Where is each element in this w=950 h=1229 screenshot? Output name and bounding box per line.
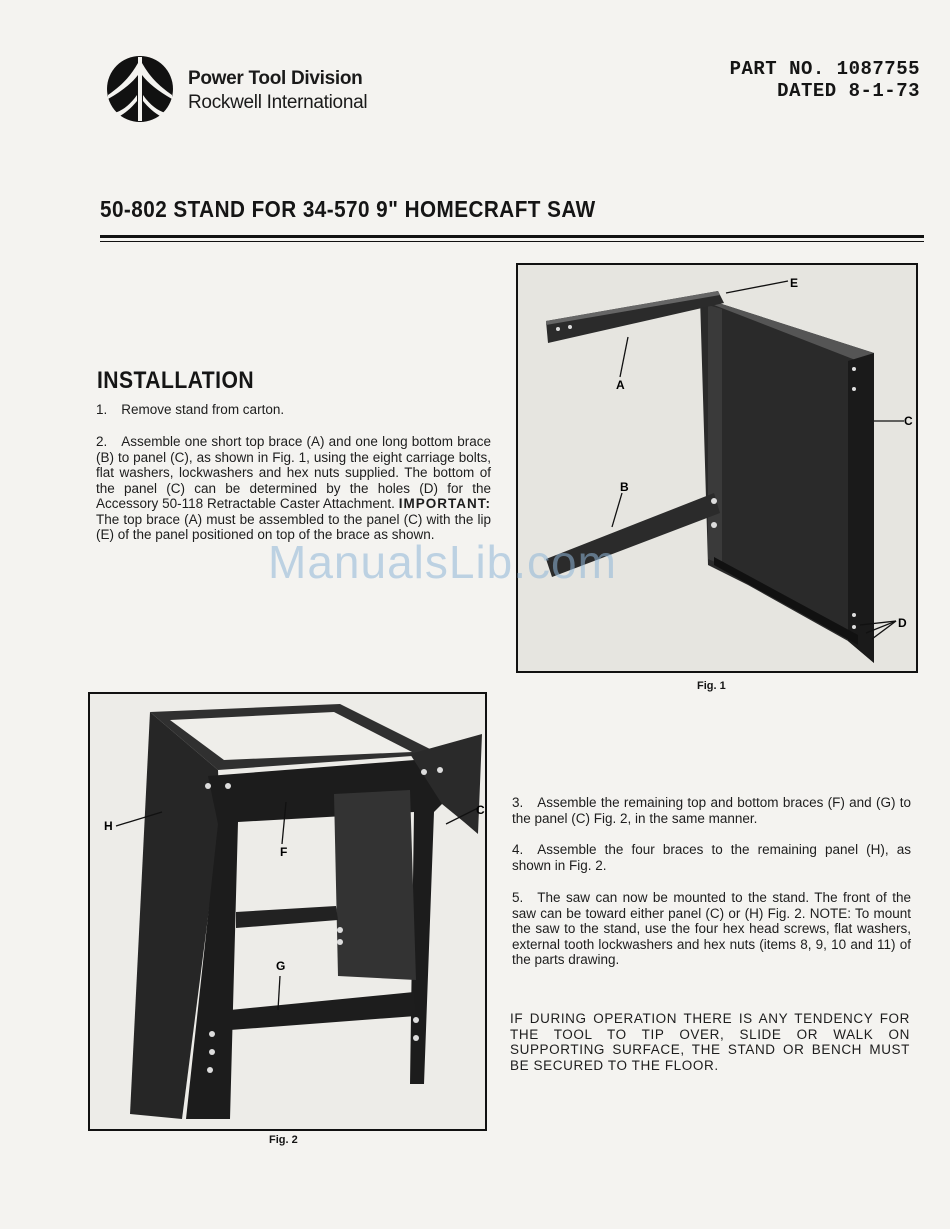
watermark: ManualsLib.com [268,536,617,588]
document-date: DATED 8-1-73 [777,80,920,102]
figure-1-caption: Fig. 1 [697,680,726,692]
step-number: 2. [96,434,108,449]
figure-1-photo [516,263,918,673]
important-label: IMPORTANT: [398,496,491,511]
figure-2-photo [88,692,487,1131]
installation-heading: INSTALLATION [97,367,255,394]
title-divider [100,235,924,238]
step-3 [512,795,911,826]
page-title: 50-802 STAND FOR 34-570 9" HOMECRAFT SAW [100,196,596,222]
brand-company: Rockwell International [188,92,368,113]
step-text: Assemble one short top brace (A) and one long bottom brace (B) to panel (C), as shown in Fig. 1, using the eight carriage bolts, flat washers, lockwashers and hex nuts supplied. The bottom of the panel (C) can be determined by the holes (D) for the Accessory 50-118 Retractable Caster Attachment. [96,434,491,511]
fig2-label-c: C [476,803,485,817]
brand-division: Power Tool Division [188,68,363,89]
step-number: 4. [512,842,524,857]
step-4 [512,842,911,873]
part-number: PART NO. 1087755 [729,58,920,80]
step-text: Remove stand from carton. [121,402,285,417]
step-text: Assemble the four braces to the remaining panel (H), as shown in Fig. 2. [512,842,911,873]
fig1-label-a: A [616,378,625,392]
fig1-label-c: C [904,414,913,428]
fig2-label-h: H [104,819,113,833]
fig1-label-d: D [898,616,907,630]
title-divider-thin [100,241,924,242]
safety-warning: IF DURING OPERATION THERE IS ANY TENDENCY FOR THE TOOL TO TIP OVER, SLIDE OR WALK ON SUPPORTING SURFACE, THE STAND OR BENCH MUST BE SECURED TO THE FLOOR. [510,1011,910,1073]
step-1 [96,402,491,418]
figure-2-caption: Fig. 2 [269,1134,298,1146]
fig1-label-b: B [620,480,629,494]
step-text: The saw can now be mounted to the stand. The front of the saw can be toward either panel (C) or (H) Fig. 2. NOTE: To mount the saw to the stand, use the four hex head screws, flat washers, external tooth lockwashers and hex nuts (items 8, 9, 10 and 11) of the parts drawing. [512,890,911,967]
step-number: 5. [512,890,524,905]
step-text-continued: The top brace (A) must be assembled to the panel (C) with the lip (E) of the panel positioned on top of the brace as shown. [96,511,491,542]
fig2-label-g: G [276,959,286,973]
fig2-label-f: F [280,845,288,859]
step-number: 1. [96,402,108,417]
fig1-label-e: E [790,276,799,290]
step-text: Assemble the remaining top and bottom braces (F) and (G) to the panel (C) Fig. 2, in the same manner. [512,795,911,826]
rockwell-logo-icon [100,55,180,123]
step-2 [96,434,491,543]
step-5 [512,890,911,968]
step-number: 3. [512,795,524,810]
